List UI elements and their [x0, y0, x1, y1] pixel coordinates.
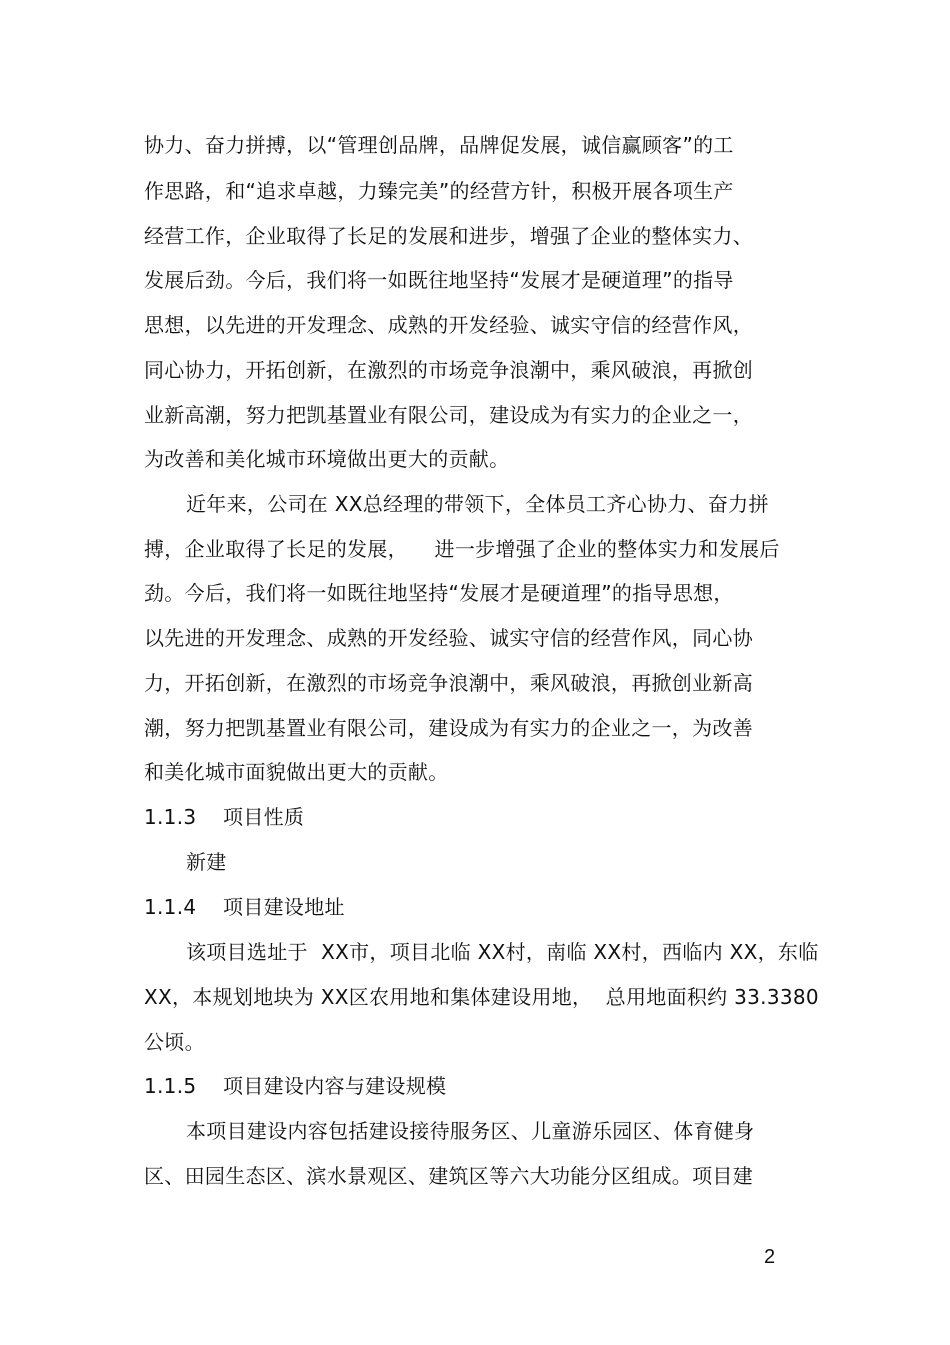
section-body-line: 本项目建设内容包括建设接待服务区、儿童游乐园区、体育健身	[186, 1119, 755, 1143]
section-heading-1-1-5: 1.1.5 项目建设内容与建设规模	[144, 1074, 447, 1098]
section-body-line: 公顷。	[144, 1030, 205, 1054]
page-number: 2	[764, 1246, 776, 1268]
paragraph-line: 同心协力，开拓创新，在激烈的市场竞争浪潮中，乘风破浪，再掀创	[144, 358, 753, 382]
paragraph-line: 以先进的开发理念、成熟的开发经验、诚实守信的经营作风，同心协	[144, 626, 753, 650]
section-heading-1-1-4: 1.1.4 项目建设地址	[144, 895, 345, 919]
paragraph-line: 发展后劲。今后，我们将一如既往地坚持“发展才是硬道理”的指导	[144, 268, 734, 292]
section-body-line: 区、田园生态区、滨水景观区、建筑区等六大功能分区组成。项目建	[144, 1164, 753, 1188]
paragraph-line: 作思路，和“追求卓越，力臻完美”的经营方针，积极开展各项生产	[144, 179, 734, 203]
paragraph-line: 潮，努力把凯基置业有限公司，建设成为有实力的企业之一，为改善	[144, 716, 753, 740]
section-body-line: 新建	[186, 850, 227, 874]
paragraph-line: 经营工作，企业取得了长足的发展和进步，增强了企业的整体实力、	[144, 224, 753, 248]
paragraph-line: 和美化城市面貌做出更大的贡献。	[144, 760, 449, 784]
paragraph-line: 近年来，公司在 XX总经理的带领下，全体员工齐心协力、奋力拼	[186, 492, 769, 516]
paragraph-line: 搏，企业取得了长足的发展， 进一步增强了企业的整体实力和发展后	[144, 537, 780, 561]
paragraph-line: 协力、奋力拼搏，以“管理创品牌，品牌促发展，诚信赢顾客”的工	[144, 133, 734, 157]
section-heading-1-1-3: 1.1.3 项目性质	[144, 805, 305, 829]
paragraph-line: 思想，以先进的开发理念、成熟的开发经验、诚实守信的经营作风，	[144, 313, 753, 337]
section-body-line: 该项目选址于 XX市，项目北临 XX村，南临 XX村，西临内 XX，东临	[186, 940, 819, 964]
paragraph-line: 劲。今后，我们将一如既往地坚持“发展才是硬道理”的指导思想，	[144, 581, 734, 605]
paragraph-line: 力，开拓创新，在激烈的市场竞争浪潮中，乘风破浪，再掀创业新高	[144, 671, 753, 695]
section-body-line: XX，本规划地块为 XX区农用地和集体建设用地， 总用地面积约 33.3380	[144, 985, 819, 1009]
paragraph-line: 业新高潮，努力把凯基置业有限公司，建设成为有实力的企业之一，	[144, 403, 753, 427]
paragraph-line: 为改善和美化城市环境做出更大的贡献。	[144, 447, 510, 471]
